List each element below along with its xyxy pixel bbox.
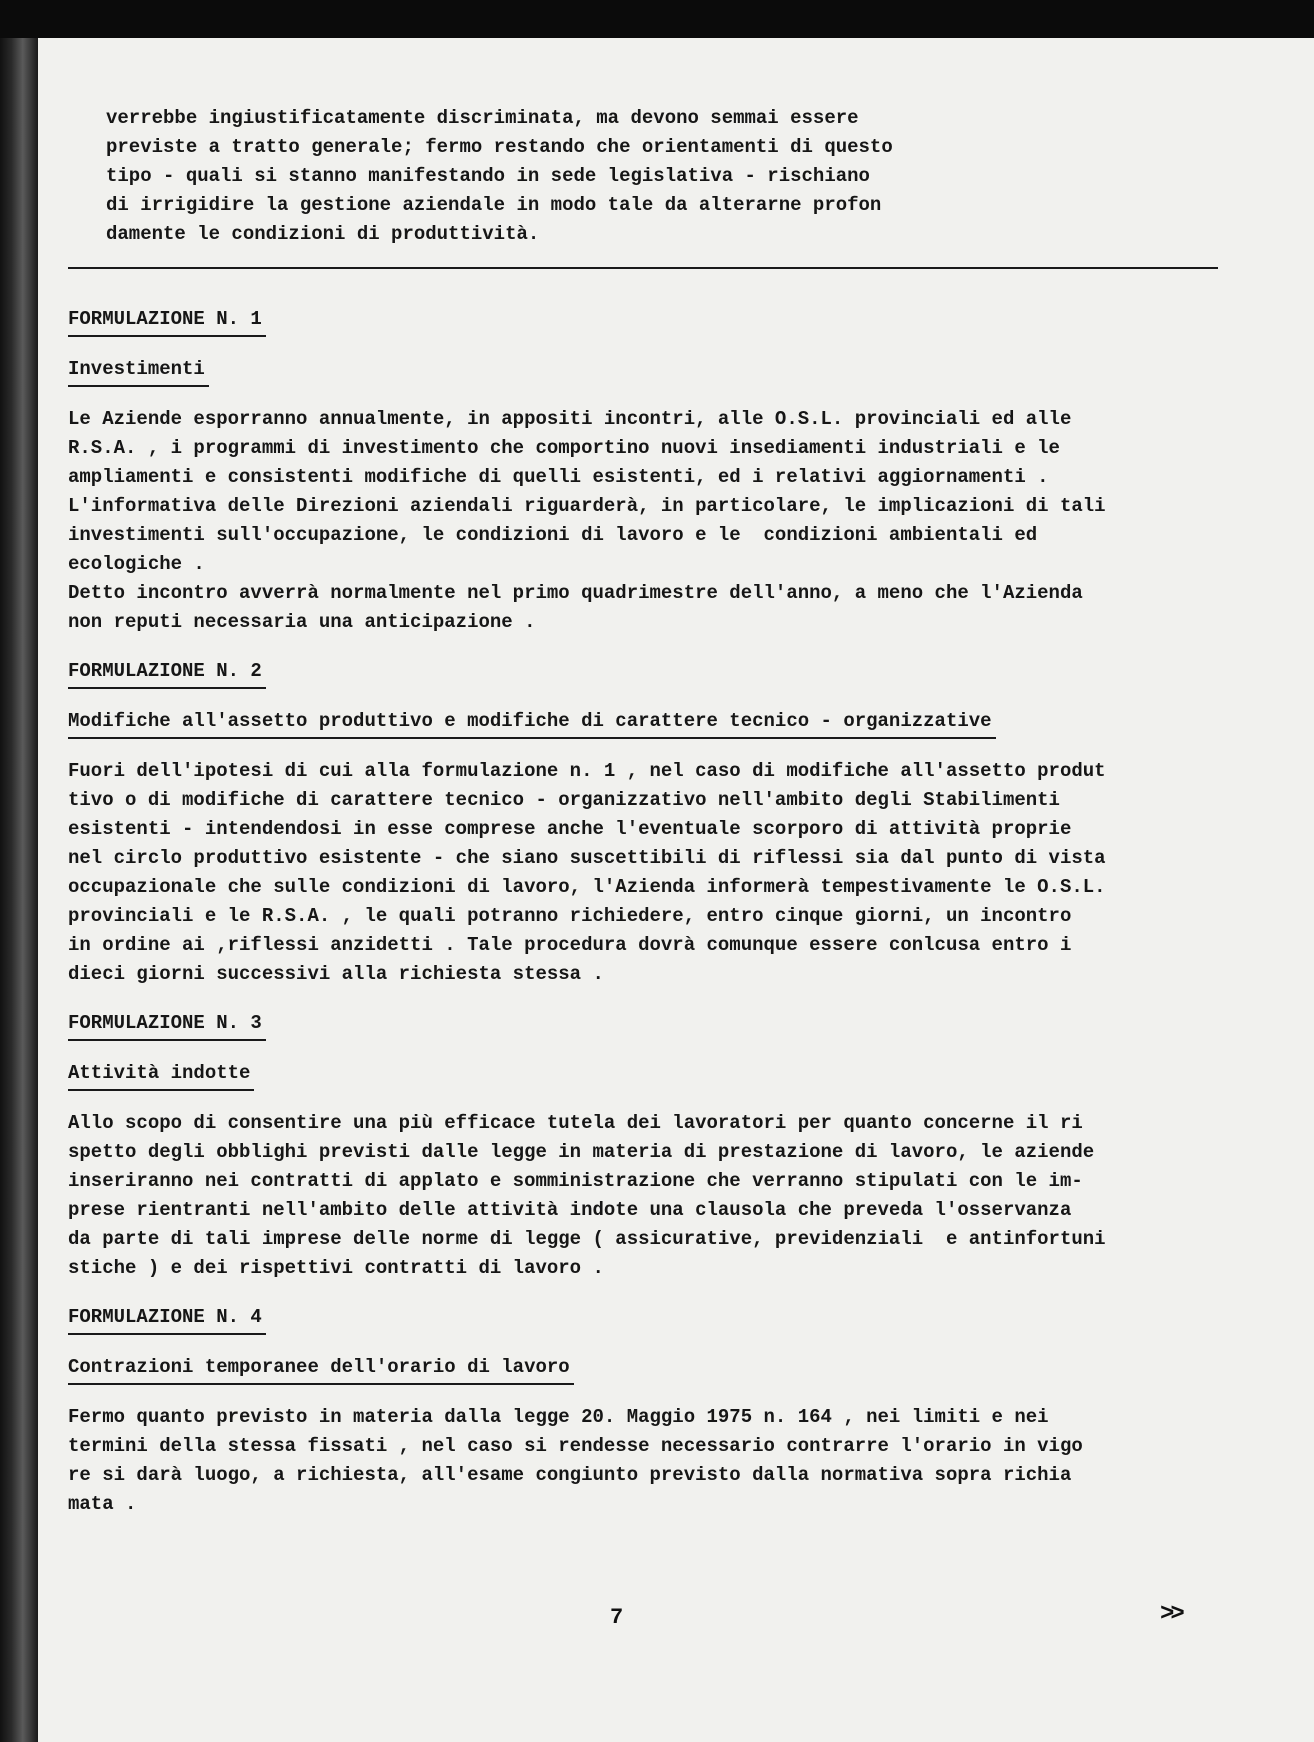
- intro-line: di irrigidire la gestione aziendale in modo tale da alterarne profon: [106, 194, 882, 216]
- section-formulazione-4: [68, 1287, 1248, 1519]
- section-subheading: Attività indotte: [68, 1059, 254, 1091]
- intro-line: previste a tratto generale; fermo restando che orientamenti di questo: [106, 136, 893, 158]
- section-subheading: Contrazioni temporanee dell'orario di lavoro: [68, 1353, 574, 1385]
- intro-line: verrebbe ingiustificatamente discriminata, ma devono semmai essere: [106, 107, 859, 129]
- page-binding-edge: [0, 38, 38, 1742]
- intro-line: tipo - quali si stanno manifestando in sede legislativa - rischiano: [106, 165, 870, 187]
- section-heading: FORMULAZIONE N. 1: [68, 305, 266, 337]
- section-formulazione-3: [68, 993, 1248, 1283]
- section-subheading: Modifiche all'assetto produttivo e modifiche di carattere tecnico - organizzative: [68, 707, 996, 739]
- document-body: [68, 104, 1248, 1519]
- body-line: in ordine ai ,riflessi anzidetti . Tale procedura dovrà comunque essere conlcusa entro i: [68, 934, 1072, 956]
- section-heading: FORMULAZIONE N. 2: [68, 657, 266, 689]
- body-line: nel circlo produttivo esistente - che siano suscettibili di riflessi sia dal punto di vista: [68, 847, 1106, 869]
- body-line: occupazionale che sulle condizioni di lavoro, l'Azienda informerà tempestivamente le O.S.L.: [68, 876, 1106, 898]
- body-line: ampliamenti e consistenti modifiche di quelli esistenti, ed i relativi aggiornamenti .: [68, 466, 1049, 488]
- section-heading: FORMULAZIONE N. 3: [68, 1009, 266, 1041]
- body-line: dieci giorni successivi alla richiesta stessa .: [68, 963, 604, 985]
- horizontal-divider: [68, 267, 1218, 269]
- body-line: spetto degli obblighi previsti dalle legge in materia di prestazione di lavoro, le aziende: [68, 1141, 1095, 1163]
- body-line: tivo o di modifiche di carattere tecnico - organizzativo nell'ambito degli Stabilimenti: [68, 789, 1060, 811]
- section-subheading: Investimenti: [68, 355, 209, 387]
- body-line: Fermo quanto previsto in materia dalla legge 20. Maggio 1975 n. 164 , nei limiti e nei: [68, 1406, 1049, 1428]
- body-line: provinciali e le R.S.A. , le quali potranno richiedere, entro cinque giorni, un incontro: [68, 905, 1072, 927]
- continue-arrows: >>: [1160, 1601, 1181, 1628]
- body-line: mata .: [68, 1493, 137, 1515]
- intro-paragraph: [68, 104, 1248, 249]
- body-line: Allo scopo di consentire una più efficace tutela dei lavoratori per quanto concerne il ri: [68, 1112, 1083, 1134]
- section-formulazione-2: [68, 641, 1248, 989]
- body-line: investimenti sull'occupazione, le condizioni di lavoro e le condizioni ambientali ed: [68, 524, 1038, 546]
- document-page: [38, 38, 1314, 1742]
- body-line: Detto incontro avverrà normalmente nel primo quadrimestre dell'anno, a meno che l'Azienda: [68, 582, 1083, 604]
- body-line: inseriranno nei contratti di applato e somministrazione che verranno stipulati con le im-: [68, 1170, 1083, 1192]
- body-line: esistenti - intendendosi in esse comprese anche l'eventuale scorporo di attività proprie: [68, 818, 1072, 840]
- body-line: ecologiche .: [68, 553, 205, 575]
- body-line: non reputi necessaria una anticipazione .: [68, 611, 536, 633]
- body-line: stiche ) e dei rispettivi contratti di lavoro .: [68, 1257, 604, 1279]
- body-line: Fuori dell'ipotesi di cui alla formulazione n. 1 , nel caso di modifiche all'assetto produt: [68, 760, 1106, 782]
- body-line: prese rientranti nell'ambito delle attività indote una clausola che preveda l'osservanza: [68, 1199, 1072, 1221]
- body-line: da parte di tali imprese delle norme di legge ( assicurative, previdenziali e antinfortuni: [68, 1228, 1106, 1250]
- intro-line: damente le condizioni di produttività.: [106, 223, 540, 245]
- section-formulazione-1: [68, 289, 1248, 637]
- body-line: R.S.A. , i programmi di investimento che comportino nuovi insediamenti industriali e le: [68, 437, 1060, 459]
- body-line: re si darà luogo, a richiesta, all'esame congiunto previsto dalla normativa sopra richia: [68, 1464, 1072, 1486]
- body-line: L'informativa delle Direzioni aziendali riguarderà, in particolare, le implicazioni di tali: [68, 495, 1106, 517]
- section-heading: FORMULAZIONE N. 4: [68, 1303, 266, 1335]
- body-line: termini della stessa fissati , nel caso si rendesse necessario contrarre l'orario in vigo: [68, 1435, 1083, 1457]
- body-line: Le Aziende esporranno annualmente, in appositi incontri, alle O.S.L. provinciali ed alle: [68, 408, 1072, 430]
- page-number: 7: [610, 1605, 624, 1630]
